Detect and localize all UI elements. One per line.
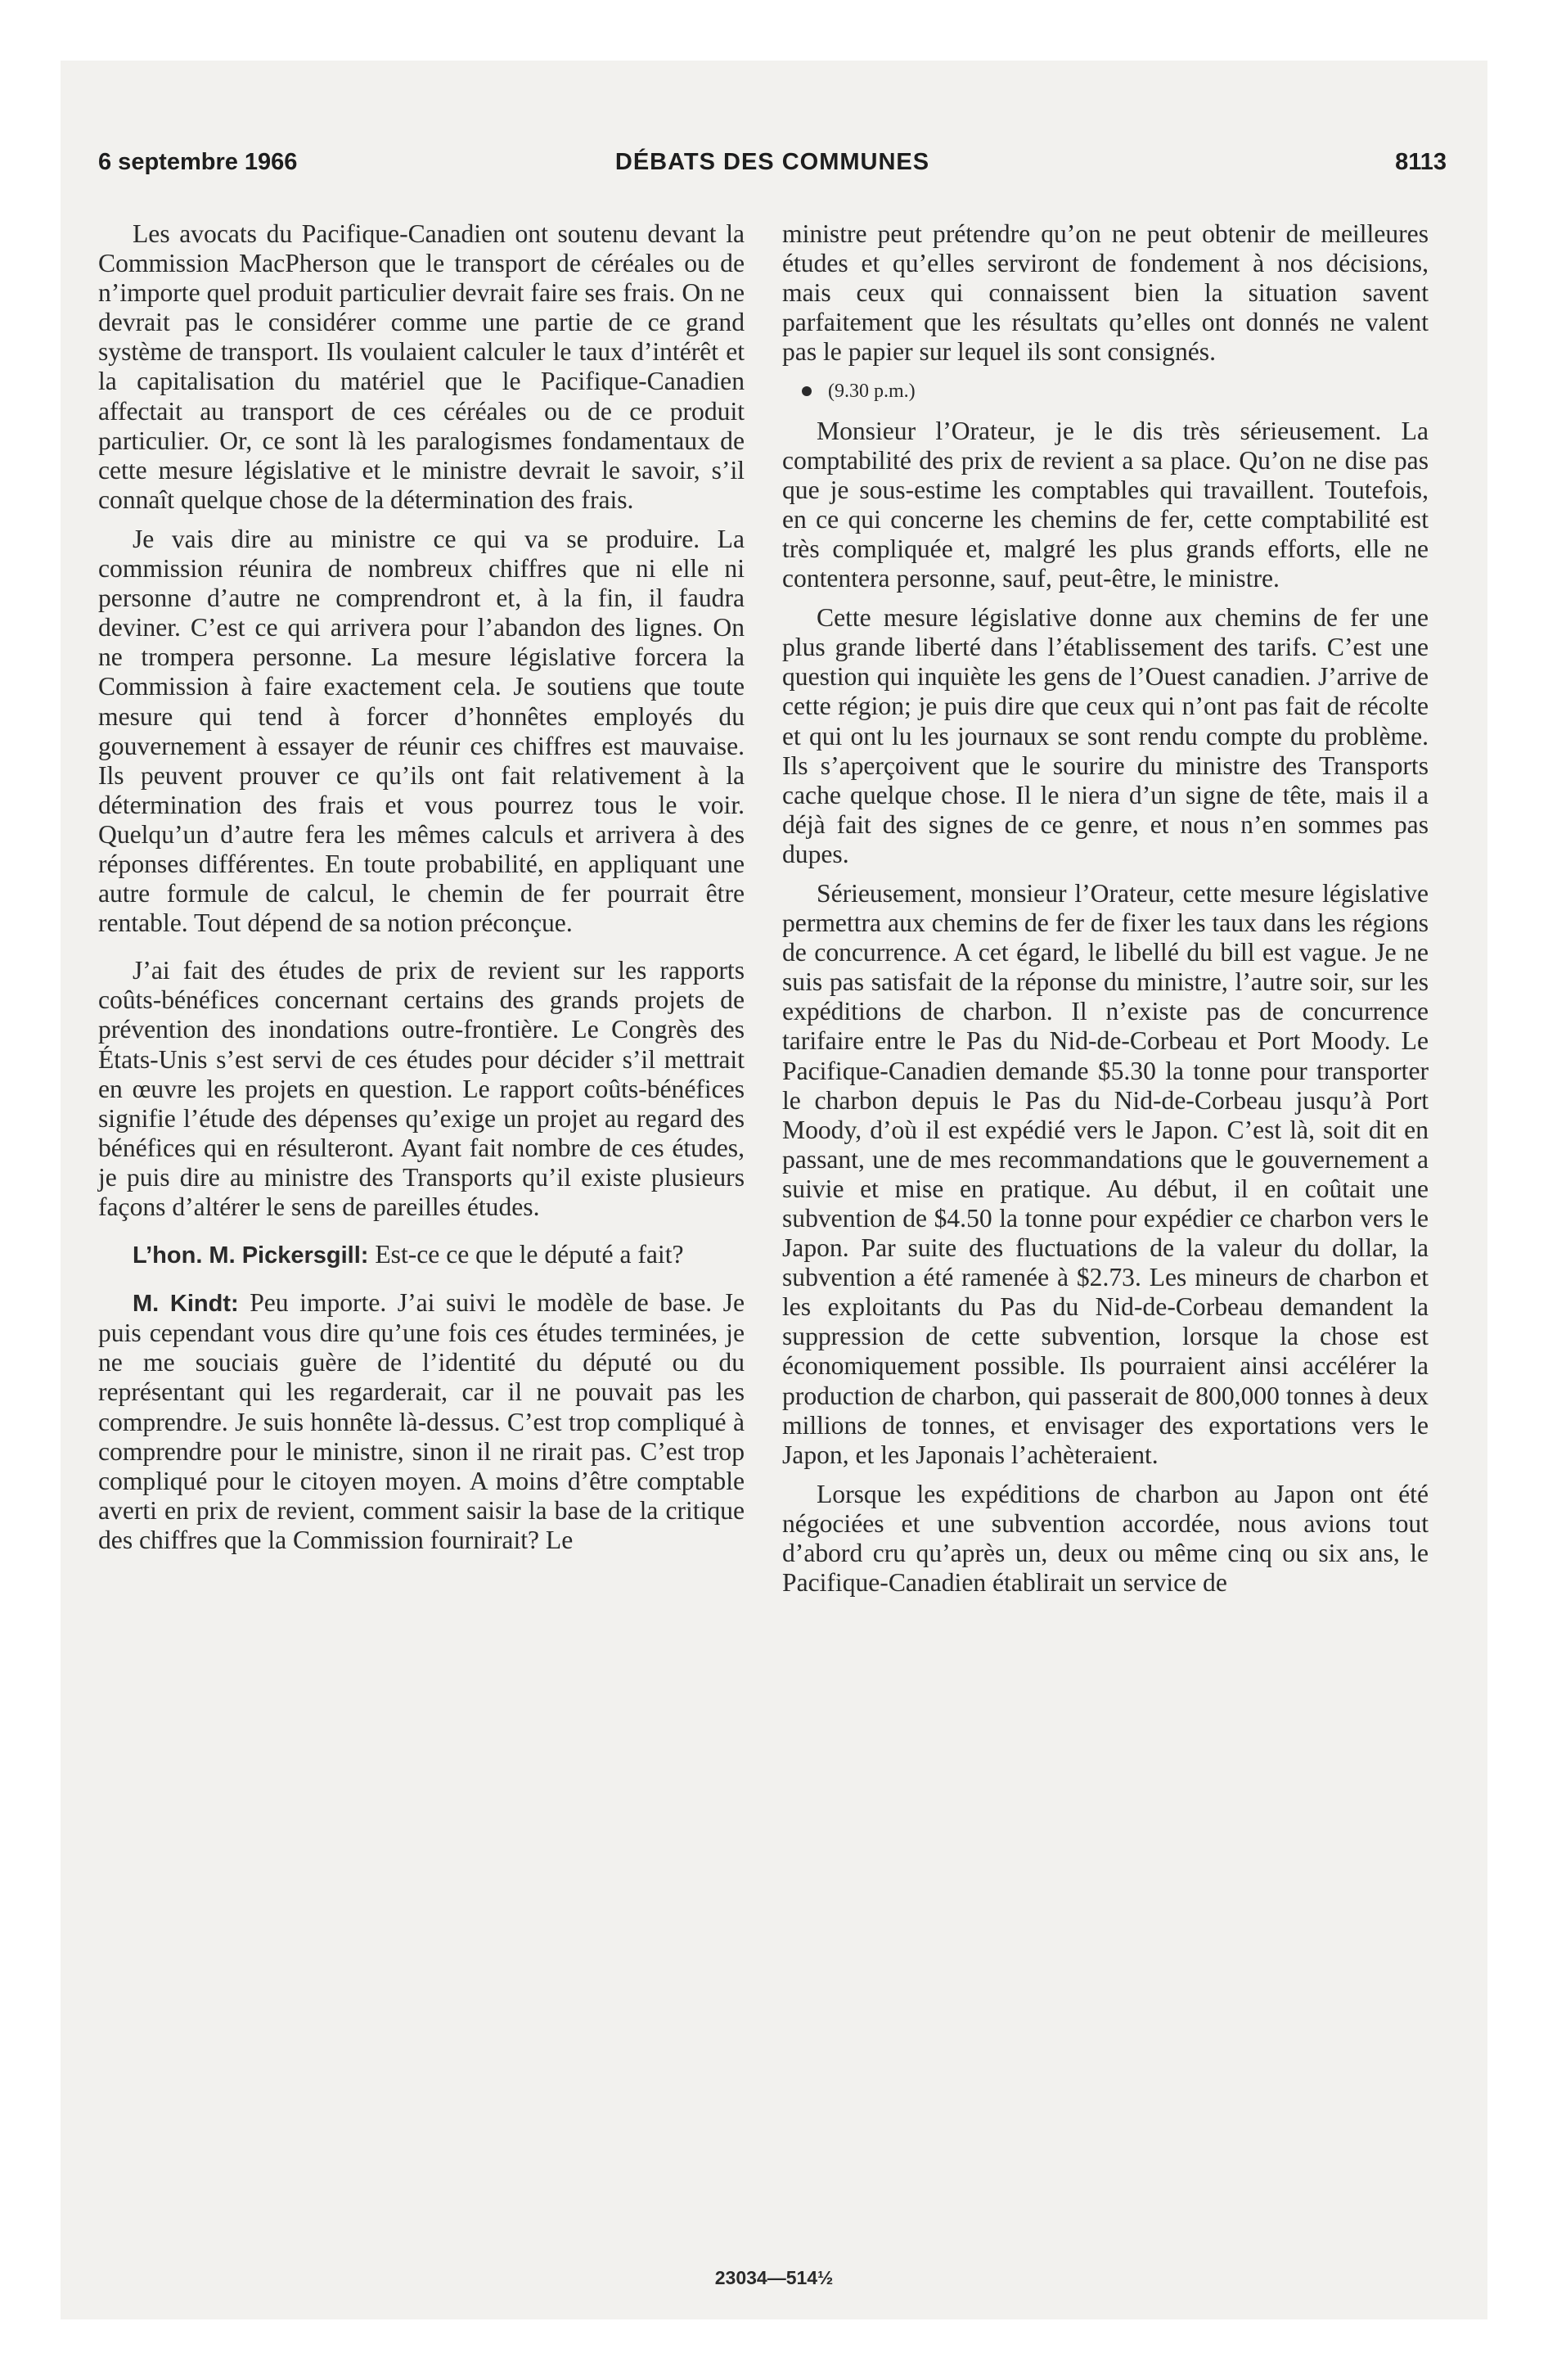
speech-text: Peu importe. J’ai suivi le modèle de base. Je puis cependant vous dire qu’une fois ces études terminées, je ne me souciais guère de l’identité du député ou du représentant qui les regarderait, car il ne pouvait pas les comprendre. Je suis honnête là-dessus. C’est trop compliqué à comprendre pour le ministre, sinon il ne rirait pas. C’est trop compliqué pour le citoyen moyen. A moins d’être comptable averti en prix de revient, comment saisir la base de la critique des chiffres que la Commission fournirait? Le: [98, 1288, 745, 1554]
speech-kindt: [98, 1288, 745, 1555]
paragraph: Cette mesure législative donne aux chemins de fer une plus grande liberté dans l’établissement des tarifs. C’est une question qui inquiète les gens de l’Ouest canadien. J’arrive de cette région; je puis dire que ceux qui n’ont pas fait de récolte et qui ont lu les journaux se sont rendu compte du problème. Ils s’aperçoivent que le sourire du ministre des Transports cache quelque chose. Il le niera d’un signe de tête, mais il a déjà fait des signes de ce genre, et nous n’en sommes pas dupes.: [782, 603, 1429, 868]
page-header: [98, 149, 1447, 190]
paragraph: ministre peut prétendre qu’on ne peut obtenir de meilleures études et qu’elles serviront de fondement à nos décisions, mais ceux qui connaissent bien la situation savent parfaitement que les résultats qu’elles ont donnés ne valent pas le papier sur lequel ils sont consignés.: [782, 219, 1429, 367]
right-column: [782, 219, 1429, 1607]
header-date: 6 septembre 1966: [98, 149, 298, 175]
footer-code: 23034—514½: [714, 2267, 834, 2288]
speaker-name: L’hon. M. Pickersgill:: [133, 1242, 369, 1269]
paragraph: J’ai fait des études de prix de revient sur les rapports coûts-bénéfices concernant certains des grands projets de prévention des inondations outre-frontière. Le Congrès des États-Unis s’est servi de ces études pour décider s’il mettrait en œuvre les projets en question. Le rapport coûts-bénéfices signifie l’étude des dépenses qu’exige un projet au regard des bénéfices qui en résulteront. Ayant fait nombre de ces études, je puis dire au ministre des Transports qu’il existe plusieurs façons d’altérer le sens de pareilles études.: [98, 956, 745, 1221]
paragraph: Monsieur l’Orateur, je le dis très sérieusement. La comptabilité des prix de revient a sa place. Qu’on ne dise pas que je sous-estime les comptables qui travaillent. Toutefois, en ce qui concerne les chemins de fer, cette comptabilité est très compliquée et, malgré les plus grands efforts, elle ne contentera personne, sauf, peut-être, le ministre.: [782, 416, 1429, 593]
paragraph: Sérieusement, monsieur l’Orateur, cette mesure législative permettra aux chemins de fer de fixer les taux dans les régions de concurrence. A cet égard, le libellé du bill est vague. Je ne suis pas satisfait de la réponse du ministre, l’autre soir, sur les expéditions de charbon. Il n’existe pas de concurrence tarifaire entre le Pas du Nid-de-Corbeau et Port Moody. Le Pacifique-Canadien demande $5.30 la tonne pour transporter le charbon depuis le Pas du Nid-de-Corbeau jusqu’à Port Moody, d’où il est expédié vers le Japon. C’est là, soit dit en passant, une de mes recommandations que le gouvernement a suivie et mise en pratique. Au début, il en coûtait une subvention de $4.50 la tonne pour expédier ce charbon vers le Japon. Par suite des fluctuations de la valeur du dollar, la subvention a été ramenée à $2.73. Les mineurs de charbon et les exploitants du Pas du Nid-de-Corbeau demandent la suppression de cette subvention, lorsque la chose est économiquement possible. Ils pourraient ainsi accélérer la production de charbon, qui passerait de 800,000 tonnes à deux millions de tonnes, et envisager des exportations vers le Japon, et les Japonais l’achèteraient.: [782, 878, 1429, 1469]
time-marker: [782, 376, 1429, 406]
header-title: DÉBATS DES COMMUNES: [614, 149, 930, 175]
left-column: [98, 219, 745, 1565]
paragraph: Lorsque les expéditions de charbon au Japon ont été négociées et une subvention accordée, nous avions tout d’abord cru qu’après un, deux ou même cinq ou six ans, le Pacifique-Canadien établirait un service de: [782, 1479, 1429, 1598]
speech-text: Est-ce ce que le député a fait?: [375, 1240, 684, 1269]
time-marker-text: (9.30 p.m.): [828, 381, 916, 403]
header-page-number: 8113: [1395, 149, 1447, 175]
bullet-icon: [802, 386, 812, 396]
paragraph: Je vais dire au ministre ce qui va se produire. La commission réunira de nombreux chiffres que ni elle ni personne d’autre ne comprendront et, à la fin, il faudra deviner. C’est ce qui arrivera pour l’abandon des lignes. On ne trompera personne. La mesure législative forcera la Commission à faire exactement cela. Je soutiens que toute mesure qui tend à forcer d’honnêtes employés du gouvernement à essayer de réunir ces chiffres est mauvaise. Ils peuvent prouver ce qu’ils ont fait relativement à la détermination des frais et vous pourrez tous le voir. Quelqu’un d’autre fera les mêmes calculs et arrivera à des réponses différentes. En toute probabilité, en appliquant une autre formule de calcul, le chemin de fer pourrait être rentable. Tout dépend de sa notion préconçue.: [98, 524, 745, 938]
speech-pickersgill: [98, 1240, 745, 1270]
paragraph: Les avocats du Pacifique-Canadien ont soutenu devant la Commission MacPherson que le transport de céréales ou de n’importe quel produit particulier devrait faire ses frais. On ne devrait pas le considérer comme une partie de ce grand système de transport. Ils voulaient calculer le taux d’intérêt et la capitalisation du matériel que le Pacifique-Canadien affectait au transport de ces céréales ou de ce produit particulier. Or, ce sont là les paralogismes fondamentaux de cette mesure législative et le ministre devrait le savoir, s’il connaît quelque chose de la détermination des frais.: [98, 219, 745, 514]
speaker-name: M. Kindt:: [133, 1291, 239, 1318]
